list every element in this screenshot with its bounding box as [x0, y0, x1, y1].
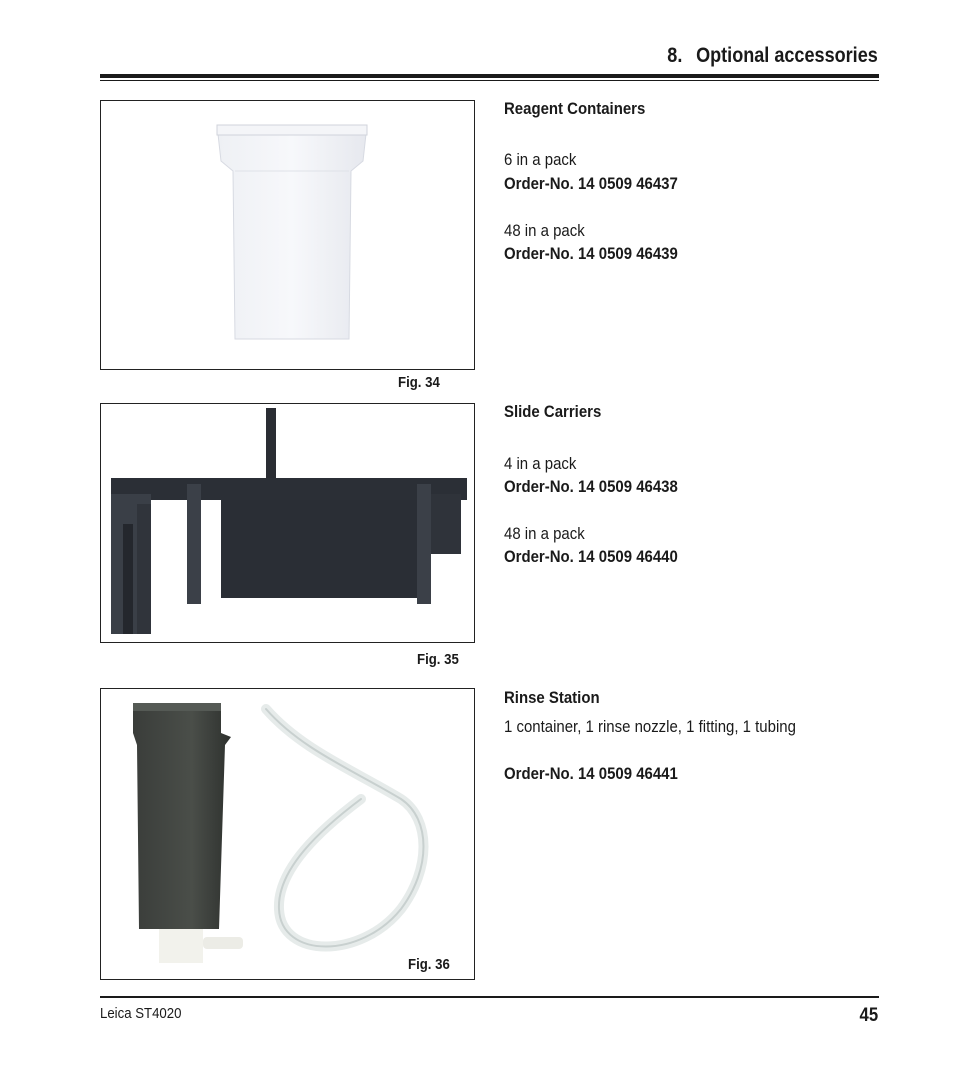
figure-rinse-station	[100, 688, 475, 980]
reagent-container-photo	[101, 101, 474, 369]
chapter-heading	[667, 44, 878, 68]
pack-size: 48 in a pack	[504, 524, 585, 543]
order-number: Order-No. 14 0509 46441	[504, 764, 678, 783]
figure-slide-carrier	[100, 403, 475, 643]
rinse-station-photo	[101, 689, 474, 979]
contents-description: 1 container, 1 rinse nozzle, 1 fitting, 1 tubing	[504, 717, 796, 736]
chapter-number: 8.	[667, 44, 683, 67]
section-title: Slide Carriers	[504, 402, 602, 421]
pack-size: 48 in a pack	[504, 221, 585, 240]
order-number: Order-No. 14 0509 46437	[504, 174, 678, 193]
footer-product: Leica ST4020	[100, 1005, 182, 1022]
section-slide-carriers	[504, 401, 884, 581]
section-reagent-containers	[504, 98, 884, 278]
header-rule	[100, 74, 879, 78]
section-title: Rinse Station	[504, 688, 600, 707]
figure-reagent-container	[100, 100, 475, 370]
order-number: Order-No. 14 0509 46439	[504, 244, 678, 263]
pack-size: 4 in a pack	[504, 454, 577, 473]
order-number: Order-No. 14 0509 46438	[504, 477, 678, 496]
header-rule-thin	[100, 80, 879, 81]
footer-rule	[100, 996, 879, 998]
figure-label: Fig. 34	[398, 374, 440, 391]
pack-size: 6 in a pack	[504, 150, 577, 169]
section-title: Reagent Containers	[504, 99, 646, 118]
chapter-title: Optional accessories	[696, 44, 878, 67]
figure-label: Fig. 36	[408, 956, 450, 973]
page-number: 45	[859, 1005, 878, 1026]
figure-label: Fig. 35	[417, 651, 459, 668]
section-rinse-station	[504, 687, 884, 797]
order-number: Order-No. 14 0509 46440	[504, 547, 678, 566]
slide-carrier-photo	[101, 404, 474, 642]
